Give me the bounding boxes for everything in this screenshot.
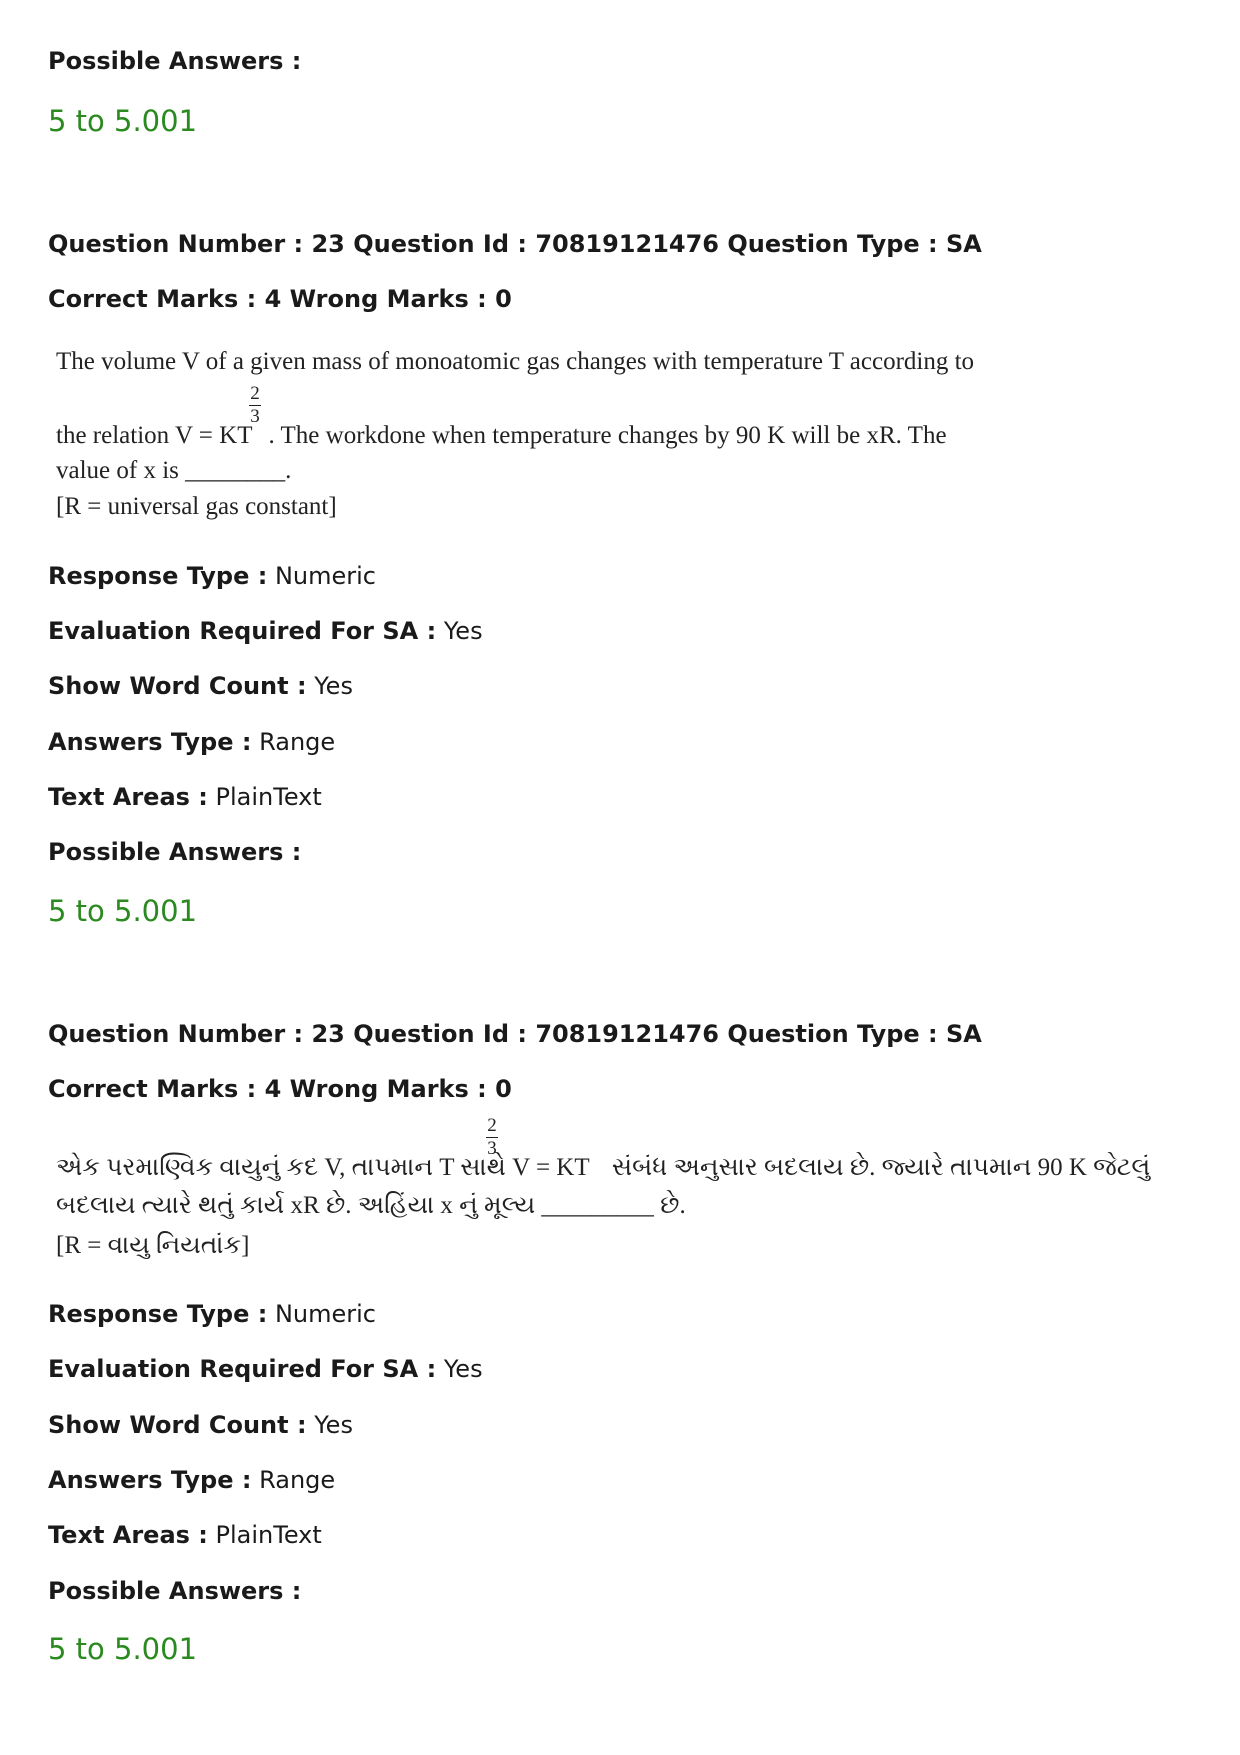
field-evaluation-required: [48, 616, 483, 646]
field-value: Range: [259, 1466, 336, 1494]
possible-answers-value: 5 to 5.001: [48, 1632, 198, 1666]
field-text-areas: [48, 782, 322, 812]
field-value: PlainText: [215, 1521, 322, 1549]
field-value: Numeric: [274, 562, 376, 590]
exponent-numerator: 2: [487, 1115, 497, 1136]
possible-answers-label: Possible Answers :: [48, 47, 302, 75]
marks-line: Correct Marks : 4 Wrong Marks : 0: [48, 285, 512, 313]
question-line-2: [56, 422, 947, 450]
field-label: Evaluation Required For SA :: [48, 617, 437, 645]
marks-line: Correct Marks : 4 Wrong Marks : 0: [48, 1075, 512, 1103]
field-label: Text Areas :: [48, 1521, 208, 1549]
field-value: Yes: [314, 1411, 353, 1439]
field-label: Answers Type :: [48, 728, 252, 756]
field-label: Response Type :: [48, 1300, 268, 1328]
field-label: Evaluation Required For SA :: [48, 1355, 437, 1383]
question-header: Question Number : 23 Question Id : 70819121476 Question Type : SA: [48, 1020, 982, 1048]
field-show-word-count: [48, 1410, 353, 1440]
field-value: Range: [259, 728, 336, 756]
exponent-numerator: 2: [250, 383, 260, 404]
field-value: Yes: [443, 617, 483, 645]
question-line-2-start: the relation V = KT: [56, 422, 253, 449]
field-value: Yes: [314, 672, 353, 700]
field-label: Show Word Count :: [48, 1411, 307, 1439]
field-response-type: [48, 561, 376, 591]
field-show-word-count: [48, 671, 353, 701]
question-header: Question Number : 23 Question Id : 70819121476 Question Type : SA: [48, 230, 982, 258]
possible-answers-value: 5 to 5.001: [48, 104, 198, 138]
question-line-2: બદલાય ત્યારે થતું કાર્ય xR છે. અહિંયા x નું મૂલ્ય _________ છે.: [56, 1192, 686, 1219]
field-value: PlainText: [215, 783, 322, 811]
field-label: Answers Type :: [48, 1466, 252, 1494]
question-line-1: The volume V of a given mass of monoatomic gas changes with temperature T according to: [56, 348, 975, 375]
question-line-1: [56, 1154, 1150, 1182]
field-answers-type: [48, 1465, 335, 1495]
exponent-fraction: [486, 1116, 498, 1159]
question-text-image: [56, 340, 975, 530]
field-label: Response Type :: [48, 562, 268, 590]
field-text-areas: [48, 1520, 322, 1550]
possible-answers-value: 5 to 5.001: [48, 894, 198, 928]
question-line-2-end: . The workdone when temperature changes by 90 K will be xR. The: [268, 422, 947, 449]
field-answers-type: [48, 727, 335, 757]
possible-answers-label: Possible Answers :: [48, 1577, 302, 1605]
question-line-1-start: એક પરમાણ્વિક વાયુનું કદ V, તાપમાન T સાથે V = KT: [56, 1154, 590, 1181]
question-line-3: value of x is ________.: [56, 457, 292, 484]
question-line-1-end: સંબંધ અનુસાર બદલાય છે. જ્યારે તાપમાન 90 K જેટલું: [605, 1154, 1151, 1181]
field-value: Numeric: [274, 1300, 376, 1328]
question-text-image: [56, 1110, 1151, 1270]
field-evaluation-required: [48, 1354, 483, 1384]
possible-answers-label: Possible Answers :: [48, 838, 302, 866]
field-label: Text Areas :: [48, 783, 208, 811]
field-response-type: [48, 1299, 376, 1329]
field-value: Yes: [443, 1355, 483, 1383]
question-line-3: [R = વાયુ નિયતાંક]: [56, 1232, 250, 1259]
field-label: Show Word Count :: [48, 672, 307, 700]
exponent-denominator: 3: [250, 406, 260, 427]
exponent-denominator: 3: [487, 1138, 497, 1159]
question-line-4: [R = universal gas constant]: [56, 493, 337, 520]
exponent-fraction: [249, 384, 261, 427]
